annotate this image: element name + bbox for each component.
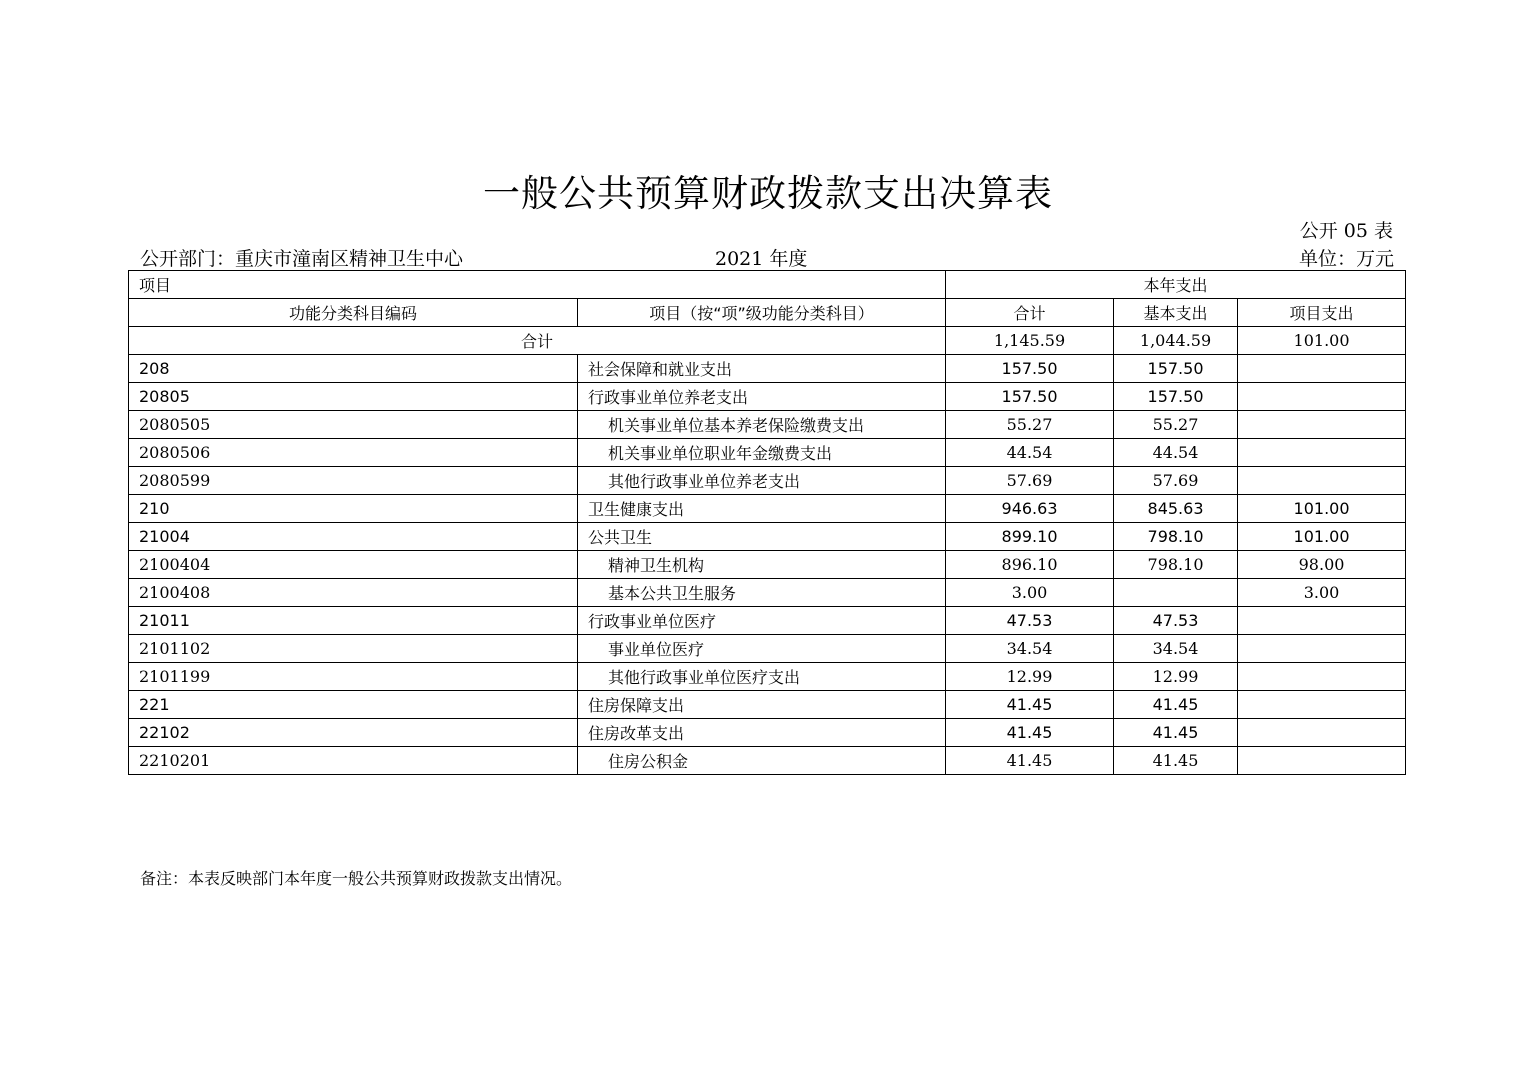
row-name: 行政事业单位医疗 xyxy=(578,607,946,635)
row-code: 2210201 xyxy=(129,747,578,775)
row-project-expense xyxy=(1238,383,1406,411)
row-basic: 41.45 xyxy=(1114,691,1238,719)
row-project-expense: 3.00 xyxy=(1238,579,1406,607)
row-project-expense: 101.00 xyxy=(1238,495,1406,523)
table-row xyxy=(129,747,1406,775)
total-row-project-expense: 101.00 xyxy=(1238,327,1406,355)
row-code: 221 xyxy=(129,691,578,719)
budget-table xyxy=(128,270,1406,775)
row-code: 22102 xyxy=(129,719,578,747)
header-total: 合计 xyxy=(946,299,1114,327)
row-project-expense xyxy=(1238,439,1406,467)
form-number: 公开 05 表 xyxy=(1299,220,1393,242)
header-project-expense: 项目支出 xyxy=(1238,299,1406,327)
row-project-expense xyxy=(1238,355,1406,383)
total-row-total: 1,145.59 xyxy=(946,327,1114,355)
row-project-expense xyxy=(1238,607,1406,635)
unit-label: 单位：万元 xyxy=(1298,248,1394,270)
row-code: 2101102 xyxy=(129,635,578,663)
row-name: 住房公积金 xyxy=(578,747,946,775)
row-basic: 34.54 xyxy=(1114,635,1238,663)
total-row-basic: 1,044.59 xyxy=(1114,327,1238,355)
row-code: 21011 xyxy=(129,607,578,635)
row-code: 208 xyxy=(129,355,578,383)
row-basic: 44.54 xyxy=(1114,439,1238,467)
row-basic: 57.69 xyxy=(1114,467,1238,495)
row-name: 卫生健康支出 xyxy=(578,495,946,523)
row-project-expense xyxy=(1238,719,1406,747)
department-label: 公开部门：重庆市潼南区精神卫生中心 xyxy=(140,248,464,270)
row-basic: 845.63 xyxy=(1114,495,1238,523)
row-total: 41.45 xyxy=(946,719,1114,747)
row-project-expense xyxy=(1238,411,1406,439)
header-basic: 基本支出 xyxy=(1114,299,1238,327)
row-total: 157.50 xyxy=(946,355,1114,383)
row-name: 其他行政事业单位医疗支出 xyxy=(578,663,946,691)
row-total: 47.53 xyxy=(946,607,1114,635)
row-total: 12.99 xyxy=(946,663,1114,691)
row-code: 2080505 xyxy=(129,411,578,439)
table-row xyxy=(129,411,1406,439)
row-basic: 12.99 xyxy=(1114,663,1238,691)
row-total: 41.45 xyxy=(946,691,1114,719)
row-total: 3.00 xyxy=(946,579,1114,607)
table-row xyxy=(129,719,1406,747)
table-row xyxy=(129,551,1406,579)
table-row xyxy=(129,495,1406,523)
row-project-expense xyxy=(1238,663,1406,691)
row-total: 896.10 xyxy=(946,551,1114,579)
row-name: 住房改革支出 xyxy=(578,719,946,747)
row-basic: 41.45 xyxy=(1114,747,1238,775)
row-name: 基本公共卫生服务 xyxy=(578,579,946,607)
header-item: 项目（按“项”级功能分类科目） xyxy=(578,299,946,327)
row-code: 2080599 xyxy=(129,467,578,495)
table-row xyxy=(129,355,1406,383)
row-project-expense xyxy=(1238,635,1406,663)
row-name: 住房保障支出 xyxy=(578,691,946,719)
row-project-expense: 98.00 xyxy=(1238,551,1406,579)
row-code: 2100408 xyxy=(129,579,578,607)
row-total: 44.54 xyxy=(946,439,1114,467)
row-total: 57.69 xyxy=(946,467,1114,495)
row-name: 事业单位医疗 xyxy=(578,635,946,663)
table-row xyxy=(129,663,1406,691)
row-name: 行政事业单位养老支出 xyxy=(578,383,946,411)
row-basic: 157.50 xyxy=(1114,355,1238,383)
row-total: 899.10 xyxy=(946,523,1114,551)
footnote: 备注：本表反映部门本年度一般公共预算财政拨款支出情况。 xyxy=(140,869,573,888)
row-basic: 798.10 xyxy=(1114,523,1238,551)
table-row xyxy=(129,383,1406,411)
row-code: 210 xyxy=(129,495,578,523)
header-code: 功能分类科目编码 xyxy=(129,299,578,327)
row-code: 2080506 xyxy=(129,439,578,467)
row-total: 34.54 xyxy=(946,635,1114,663)
row-basic: 55.27 xyxy=(1114,411,1238,439)
row-basic: 798.10 xyxy=(1114,551,1238,579)
row-basic: 47.53 xyxy=(1114,607,1238,635)
row-name: 公共卫生 xyxy=(578,523,946,551)
row-total: 55.27 xyxy=(946,411,1114,439)
row-basic: 41.45 xyxy=(1114,719,1238,747)
meta-row xyxy=(140,244,1394,270)
row-project-expense: 101.00 xyxy=(1238,523,1406,551)
row-project-expense xyxy=(1238,467,1406,495)
row-total: 41.45 xyxy=(946,747,1114,775)
table-row xyxy=(129,439,1406,467)
table-row xyxy=(129,607,1406,635)
total-row xyxy=(129,327,1406,355)
row-project-expense xyxy=(1238,747,1406,775)
row-name: 社会保障和就业支出 xyxy=(578,355,946,383)
header-current-year: 本年支出 xyxy=(946,271,1406,299)
table-row xyxy=(129,579,1406,607)
row-code: 21004 xyxy=(129,523,578,551)
row-name: 精神卫生机构 xyxy=(578,551,946,579)
table-row xyxy=(129,635,1406,663)
table-row xyxy=(129,691,1406,719)
row-code: 2100404 xyxy=(129,551,578,579)
row-name: 机关事业单位职业年金缴费支出 xyxy=(578,439,946,467)
row-basic: 157.50 xyxy=(1114,383,1238,411)
year-label: 2021 年度 xyxy=(715,248,808,270)
row-project-expense xyxy=(1238,691,1406,719)
total-row-label: 合计 xyxy=(129,327,946,355)
row-name: 机关事业单位基本养老保险缴费支出 xyxy=(578,411,946,439)
row-name: 其他行政事业单位养老支出 xyxy=(578,467,946,495)
table-row xyxy=(129,467,1406,495)
row-total: 946.63 xyxy=(946,495,1114,523)
header-project: 项目 xyxy=(129,271,946,299)
table-row xyxy=(129,523,1406,551)
row-total: 157.50 xyxy=(946,383,1114,411)
row-code: 20805 xyxy=(129,383,578,411)
row-code: 2101199 xyxy=(129,663,578,691)
row-basic xyxy=(1114,579,1238,607)
page-title: 一般公共预算财政拨款支出决算表 xyxy=(483,172,1053,215)
